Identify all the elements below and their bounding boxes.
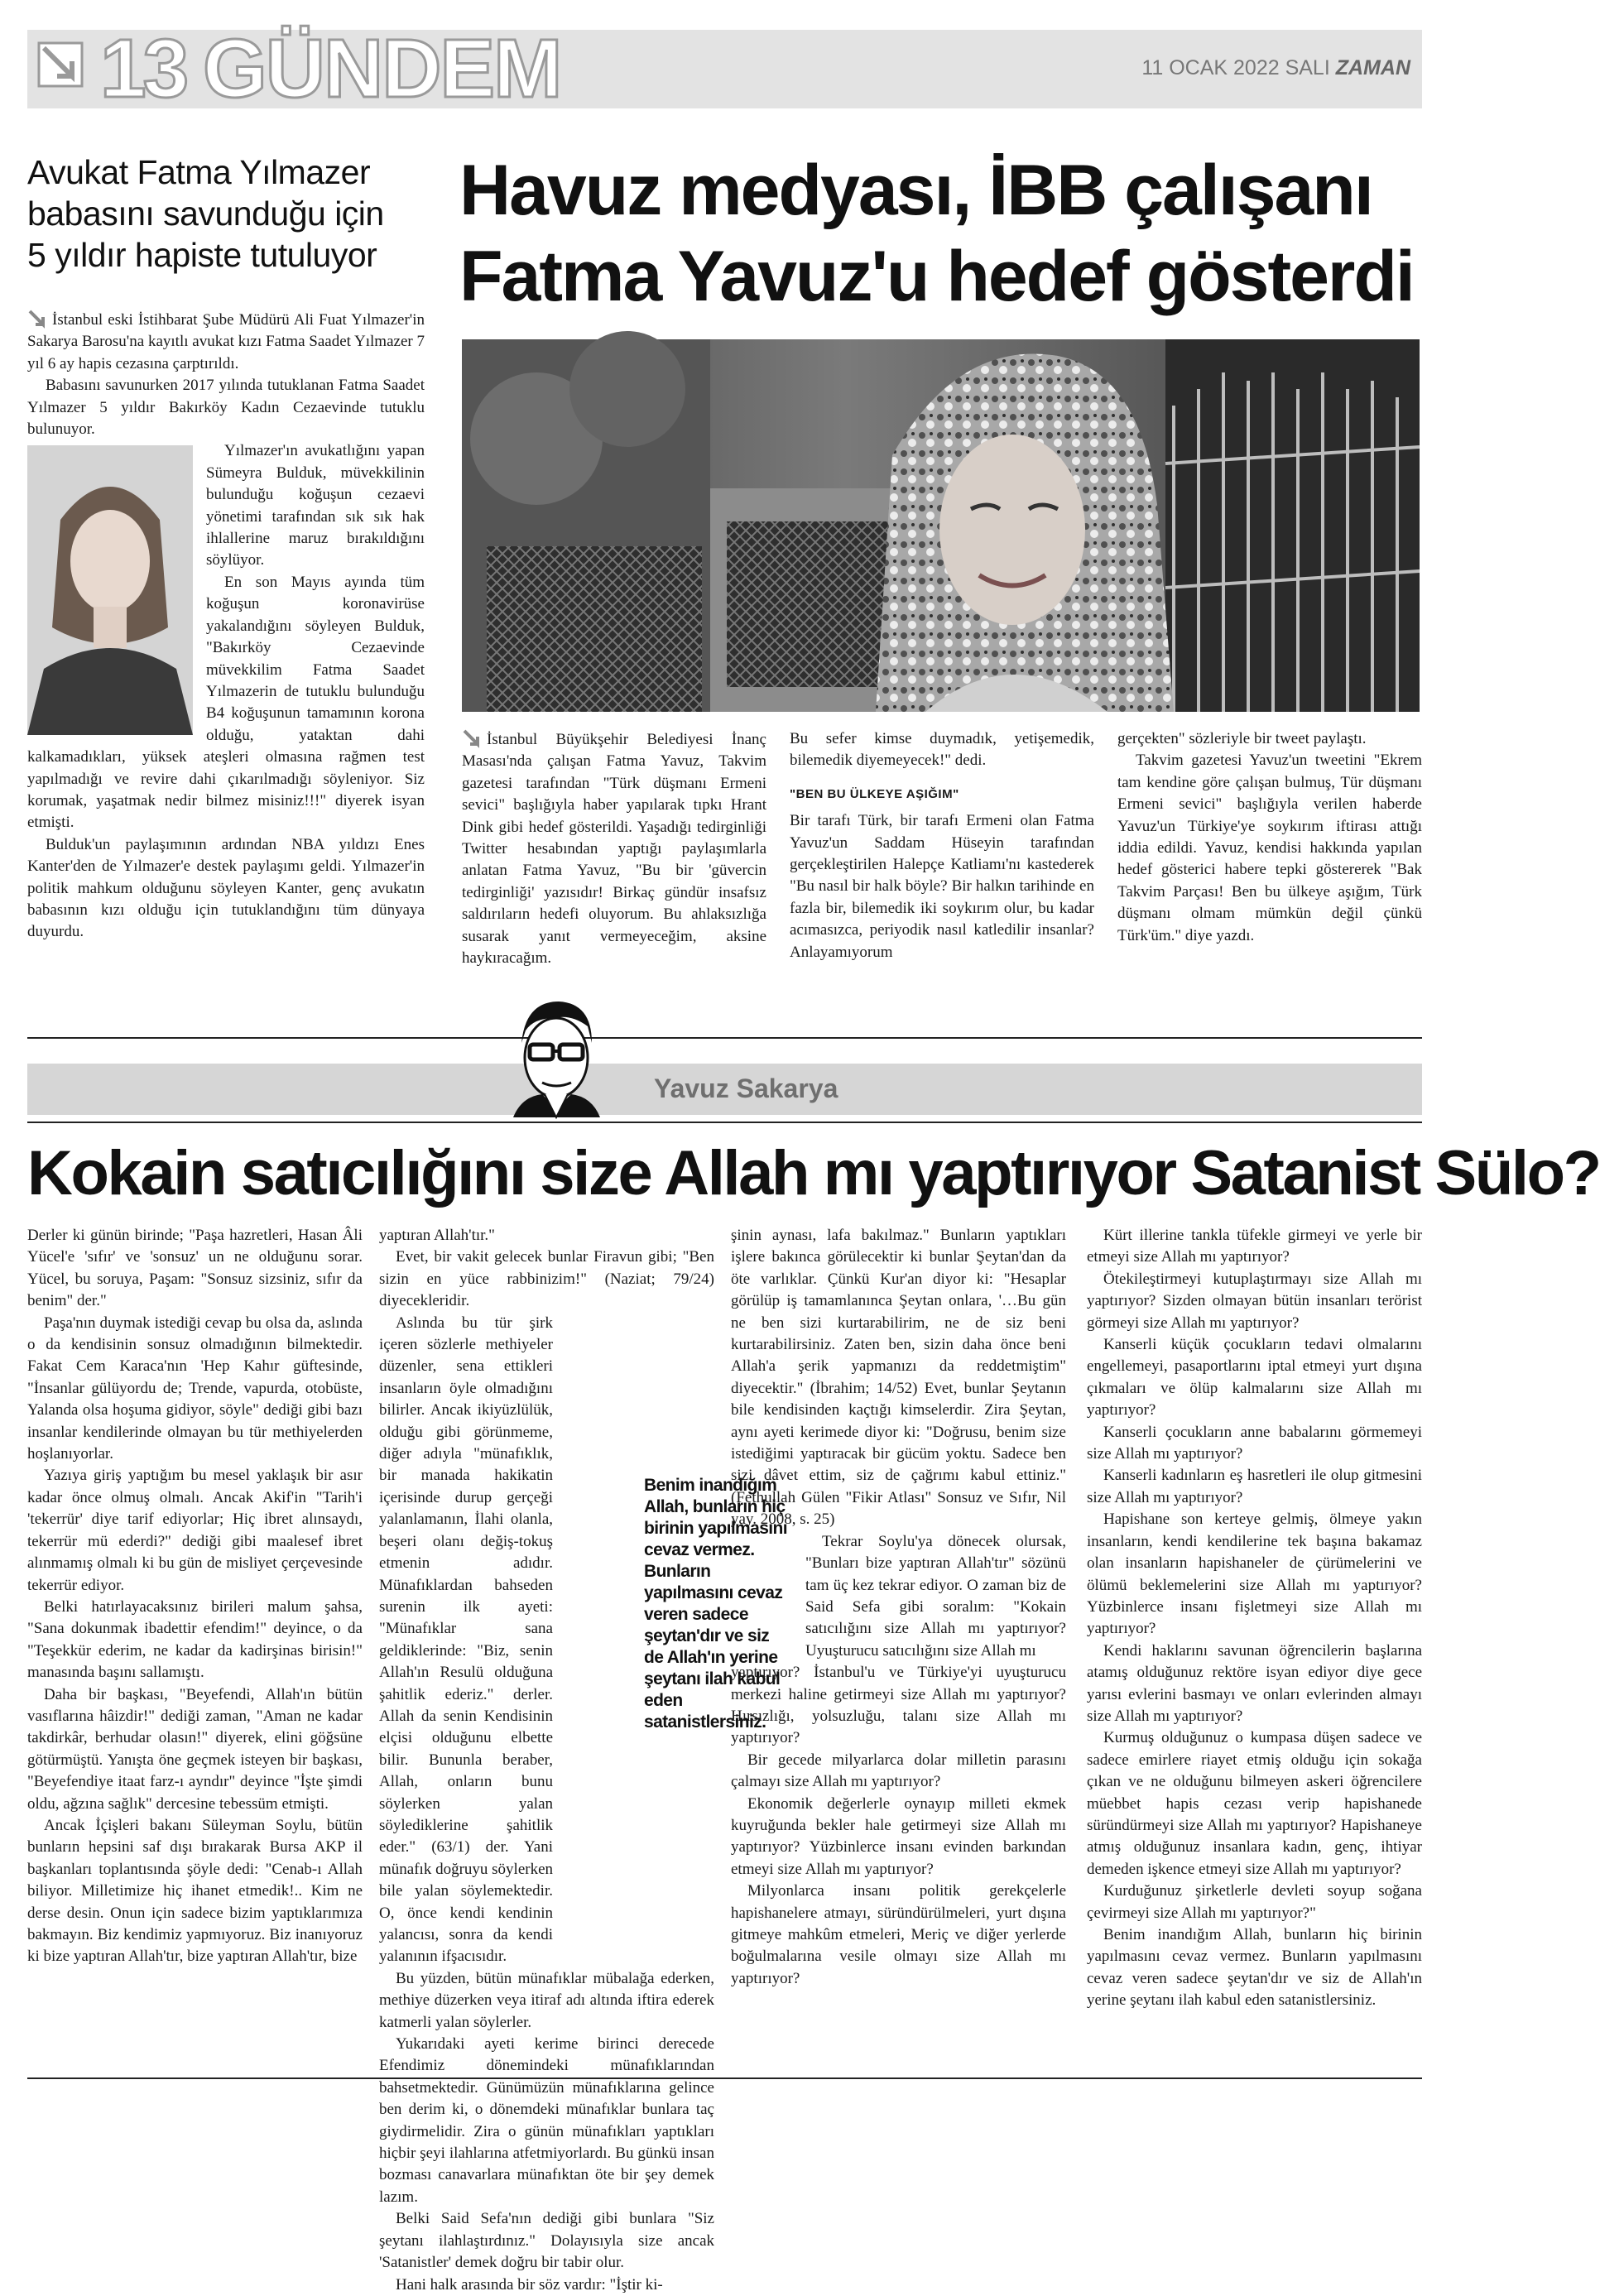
divider <box>27 1122 1422 1123</box>
column-article <box>27 1225 1422 2294</box>
arrow-icon <box>27 309 47 329</box>
lawyer-photo <box>27 445 193 735</box>
arrow-icon <box>462 728 482 748</box>
arrow-icon <box>39 43 82 86</box>
article-column-4: Kürt illerine tankla tüfekle girmeyi ve yerle bir etmeyi size Allah mı yaptırıyor? Ötekileştirmeyi kutuplaştırmayı size Allah mı yaptırıyor? Sizden olmayan bütün insanları terörist görmeyi size Allah mı yaptırıyor? Kanserli küçük çocukların tedavi olmalarını engellemeyi, pasaportlarını iptal etmeyi yurt dışına çıkmaları ve ölüp kalmalarını size Allah mı yaptırıyor? Kanserli çocukların anne babalarını görmemeyi size Allah mı yaptırıyor? Kanserli kadınların eş hasretleri ile olup gitmesini size Allah mı yaptırıyor? Hapishane son kerteye gelmiş, ölmeye yakın insanların, kendi kendilerine tek başına bakamaz olan insanların hapishaneler de çürümelerini ve ölümü beklemelerini size Allah mı yaptırıyor? Yüzbinlerce insanı fişletmeyi size Allah mı yaptırıyor? Kendi haklarını savunan öğrencilerin başlarına atamış olduğunuz rektöre isyan ediyor diye gece yarısı evlerini basmayı ve onları evlerinden almayı size Allah mı yaptırıyor? Kurmuş olduğunuz o kumpasa düşen sadece ve sadece emirlere riayet etmiş olduğu için sokağa çıkan ve ne olduğunu bilmeyen askeri öğrencilere müebbet hapis cezası verip hapishanede süründürmeyi size Allah mı yaptırıyor? Hapishaneye atmış olduğunuz insanlara kadın, genç, ihtiyar demeden işkence etmeyi size Allah mı yaptırıyor? Kurduğunuz şirketlerle devleti soyup soğana çevirmeyi size Allah mı yaptırıyor?" Benim inandığım Allah, bunların hiç birinin yapılmasını cevaz vermez. Bunların yapılmasını cevaz veren sadece şeytan'dır ve siz de Allah'ın yerine şeytanı ilah kabul eden satanistlersiniz. <box>1087 1227 1422 2010</box>
main-headline: Havuz medyası, İBB çalışanı Fatma Yavuz'u hedef gösterdi <box>459 151 1414 316</box>
section-name: GÜNDEM <box>203 22 561 115</box>
article-column-2: yaptıran Allah'tır." Evet, bir vakit gelecek bunlar Firavun gibi; "Ben sizin en yüce rabbinizim!" (Naziat; 79/24) diyecekleridir. Aslında bu tür şirk içeren sözlerle methiyeler düzenler, sena ettikleri insanların öyle olmadığını bilirler. Ancak ikiyüzlülük, olduğu gibi görünmeme, diğer adıyla "münafıklık, bir manada hakikatin içerisinde durup gerçeği yalanlamanın, İlahi olanla, beşeri olanı değiş-tokuş etmenin adıdır. Münafıklardan bahseden surenin ilk ayeti: "Münafıklar sana geldiklerinde: "Biz, senin Allah'ın Resulü olduğuna şahitlik ederiz." derler. Allah da senin Kendisinin elçisi olduğunu elbette bilir. Bununla beraber, Allah, onların bunu söylerken yalan söylediklerine şahitlik eder." (63/1) der. Yani münafık doğruyu söylerken bile yalan söylemektedir. O, önce kendi kendinin yalancısı, sonra da kendi yalanının ifşacısıdır. Bu yüzden, bütün münafıklar mübalağa ederken, methiye düzerken veya itiraf adı altında iftira ederek katmerli yalan söylerler. Yukarıdaki ayeti kerime birinci derecede Efendimiz dönemindeki münafıklarından bahsetmektedir. Günümüzün münafıklarına gelince ben derim ki, o dönemdeki münafıklar bunlara taç giydirmelidir. Zira o günün münafıkları yaptıkları hiçbir şeyi ilahlarına atfetmiyorlardı. Bu günkü insan bozması canavarlara münafıktan öte bir şey demek lazım. Belki Said Sefa'nın dediği gibi bunlara "Siz şeytanı ilahlaştırdınız." Dolayısıyla size ancak 'Satanistler' demek doğru bir tabir olur. Hani halk arasında bir söz vardır: "İştir ki- <box>379 1227 714 2294</box>
main-story-photo <box>462 339 1420 712</box>
masthead <box>27 23 1422 114</box>
main-story-column-3: gerçekten" sözleriyle bir tweet paylaştı. Takvim gazetesi Yavuz'un tweetini "Ekrem tam kendine göre çalışan bulmuş, Tür düşmanı Ermeni sevici" başlığıyla verilen haberde Yavuz'un Türkiye'ye soykırım iftirası attığı iddia edildi. Yavuz, kendisi hakkında yapılan hedef gösterici habere tepki göstererek "Bak Takvim Parçası! Ben bu ülkeye aşığım, Türk düşmanı olmam mümkün değil çünkü Türk'üm." diye yazdı. <box>1117 730 1422 944</box>
divider <box>27 1037 1422 1039</box>
main-story-column-1: İstanbul Büyükşehir Belediyesi İnanç Masası'nda çalışan Fatma Yavuz, Takvim gazetesi tarafından "Türk düşmanı Ermeni sevici" başlığıyla haber yapılarak tıpkı Hrant Dink gibi hedef gösterildi. Yaşadığı tedirginliği Twitter hesabından yaptığı paylaşımlarla anlatan Fatma Yavuz, "Bu bir 'güvercin tedirginliği' yazısıdır! Birkaç gündür insafsız saldırıların hedefi oluyorum. Bu ahlaksızlığa susarak yanıt vermeyeceğim, aksine haykıracağım. <box>462 728 766 985</box>
sidebar-body: İstanbul eski İstihbarat Şube Müdürü Ali Fuat Yılmazer'in Sakarya Barosu'na kayıtlı avukat kızı Fatma Saadet Yılmazer 7 yıl 6 ay hapis cezasına çarptırıldı. Babasını savunurken 2017 yılında tutuklanan Fatma Saadet Yılmazer 5 yıldır Bakırköy Kadın Cezaevinde tutuklu bulunuyor. Yılmazer'ın avukatlığını yapan Sümeyra Bulduk, müvekkilinin bulunduğu koğuşun cezaevi yönetimi tarafından sık sık hak ihlallerine maruz bırakıldığını söylüyor. En son Mayıs ayında tüm koğuşun koronavirüse yakalandığını söyleyen Bulduk, "Bakırköy Cezaevinde müvekkilim Fatma Saadet Yılmazerin de tutuklu bulunduğu B4 koğuşunun tamamının korona olduğu, yataktan dahi kalkamadıkları, yüksek ateşleri olmasına rağmen test yapılmadığı ve revire dahi çıkarılmadığı söyleniyor. Siz korumak, yaşatmak nedir bilmez misiniz!!!" diyerek isyan etmişti. Bulduk'un paylaşımının ardından NBA yıldızı Enes Kanter'den de Yılmazer'e destek paylaşımı geldi. Yılmazer'in politik mahkum olduğunu söyleyen Kanter, genç avukatın babasının kızı olduğu için tutuklandığını tüm dünyaya duyurdu. <box>27 309 425 944</box>
article-column-1: Derler ki günün birinde; "Paşa hazretleri, Hasan Âli Yücel'e 'sıfır' ve 'sonsuz' un ne olduğunu sorar. Yücel, bu soruya, Paşam: "Sonsuz sizsiniz, sıfır da benim" der." Paşa'nın duymak istediği cevap bu olsa da, aslında o da kendisinin sonsuz olmadığının bilmektedir. Fakat Cem Karaca'nın 'Hep Kahır güftesinde, "İnsanlar gülüyordu de; Trende, vapurda, otobüste, Yalanda olsa hoşuma gidiyor, söyle" dediği gibi bazı insanlar kendilerinde olmayan bu tür methiyelerden hoşlanıyorlar. Yazıya giriş yaptığım bu mesel yaklaşık bir asır kadar önce olmuş olmalı. Ancak Akif'in "Tarih'i 'tekerrür' diye tarif ediyorlar; Hiç ibret alınsaydı, tekerrür mü ederdi?" dediği gibi maalesef ibret alınmamış olmalı ki bu gün de misliyet çerçevesinde tekerrür ediyor. Belki hatırlayacaksınız birileri malum şahsa, "Sana dokunmak ibadettir efendim!" deyince, o da "Teşekkür ederim, ne kadar da kadirşinas birisin!" manasında başını sallamıştı. Daha bir başkası, "Beyefendi, Allah'ın bütün vasıflarına hâizdir!" dediği zaman, "Aman ne kadar takdirkâr, berhudar olasın!" diyerek, elini göğsüne götürmüştü. Yanışta öne geçmek isteyen bir başkası, "Beyefendiye itaat farz-ı ayndır" deyince "İşte şimdi oldu, ağzına sağlık" dercesine tebessüm etmişti. Ancak İçişleri bakanı Süleyman Soylu, bütün bunların hepsini saf dışı bırakarak Bursa AKP il başkanları toplantısında şöyle dedi: "Cenab-ı Allah biliyor. Milletimize hiç ihanet etmedik!.. Kim ne derse desin. Onun için sadece bizim yaptıklarımıza bakmayın. Biz kendimiz yapmıyoruz. Biz inanıyoruz ki bize yaptıran Allah'tır, bize yaptıran Allah'tır, bize <box>27 1227 363 1966</box>
author-portrait <box>497 993 613 1117</box>
main-story-columns <box>462 728 1422 985</box>
pull-quote: Benim inandığım Allah, bunların hiç birinin yapılmasını cevaz vermez. Bunların yapılmasını cevaz veren sadece şeytan'dır ve siz de Allah'ın yerine şeytanı ilah kabul eden satanistlersiniz. <box>644 1476 787 1732</box>
issue-date: 11 OCAK 2022 SALI ZAMAN <box>1141 56 1410 79</box>
paper-name: ZAMAN <box>1335 56 1410 79</box>
divider <box>27 2077 1422 2079</box>
main-story-column-2: Bu sefer kimse duymadık, yetişemedik, bilemedik diyemeyecek!" dedi. "BEN BU ÜLKEYE AŞIĞIM" Bir tarafı Türk, bir tarafı Ermeni olan Fatma Yavuz'un Saddam Hüseyin tarafından gerçekleştirilen Halepçe Katliamı'nı kastederek "Bu nasıl bir halk böyle? Bir halkın tarihinde en fazla bir, bilemedik iki soykırım olur, bu kadar acımasızca, periyodik nasıl katledilir insanlar? Anlayamıyorum <box>790 730 1094 961</box>
page-number: 13 <box>100 22 186 115</box>
article-column-3: şinin aynası, lafa bakılmaz." Bunların yaptıkları işlere bakınca görülecektir ki bunlar Şeytan'dan da öte varlıklar. Çünkü Kur'an diyor ki: "Hesaplar görülüp iş tamamlanınca Şeytan onlara, '…Bu gün ne ben sizi kurtarabilirim, ne de siz beni kurtarabilirsiniz. Zaten ben, sizin daha önce beni Allah'a şerik yapmanızı da reddetmiştim" diyecektir." (İbrahim; 14/52) Evet, bunlar Şeytanın bile kendisinden kaçtığı kimselerdir. Zira Şeytan, aynı ayeti kerimede diyor ki: "Doğrusu, benim size istediğimi yaptıracak bir gücüm yoktu. Sadece ben sizi dâvet ettim, siz de çağrımı kabul ettiniz." (Fethullah Gülen "Fikir Atlası" Sonsuz ve Sıfır, Nil yay. 2008, s. 25) Tekrar Soylu'ya dönecek olursak, "Bunları bize yaptıran Allah'tır" sözünü tam üç kez tekrar ediyor. O zaman biz de Said Sefa gibi soralım: "Kokain satıcılığını size Allah mı yaptırıyor? Uyuşturucu satıcılığını size Allah mı yaptırıyor? İstanbul'u ve Türkiye'yi uyuşturucu merkezi haline getirmeyi size Allah mı yaptırıyor? Hırsızlığı, yolsuzluğu, talanı size Allah mı yaptırıyor? Bir gecede milyarlarca dolar milletin parasını çalmayı size Allah mı yaptırıyor? Ekonomik değerlerle oynayıp milleti ekmek kuyruğunda bekler hale getirmeyi size Allah mı yaptırıyor? Yüzbinlerce insanı evinden barkından etmeyi size Allah mı yaptırıyor? Milyonlarca insanı politik gerekçelerle hapishanelere atmayı, süründürülmeleri, yurt dışına gitmeye mahkûm etmeleri, Meriç ve diğer yerlerde boğulmalarına vesile olmayı size Allah mı yaptırıyor? <box>731 1227 1066 1987</box>
column-headline: Kokain satıcılığını size Allah mı yaptırıyor Satanist Sülo? <box>27 1138 1600 1208</box>
sidebar-story <box>27 151 425 996</box>
subheading: "BEN BU ÜLKEYE AŞIĞIM" <box>790 786 959 801</box>
sidebar-headline: Avukat Fatma Yılmazer babasını savunduğu için 5 yıldır hapiste tutuluyor <box>27 153 384 274</box>
column-author: Yavuz Sakarya <box>654 1074 838 1103</box>
